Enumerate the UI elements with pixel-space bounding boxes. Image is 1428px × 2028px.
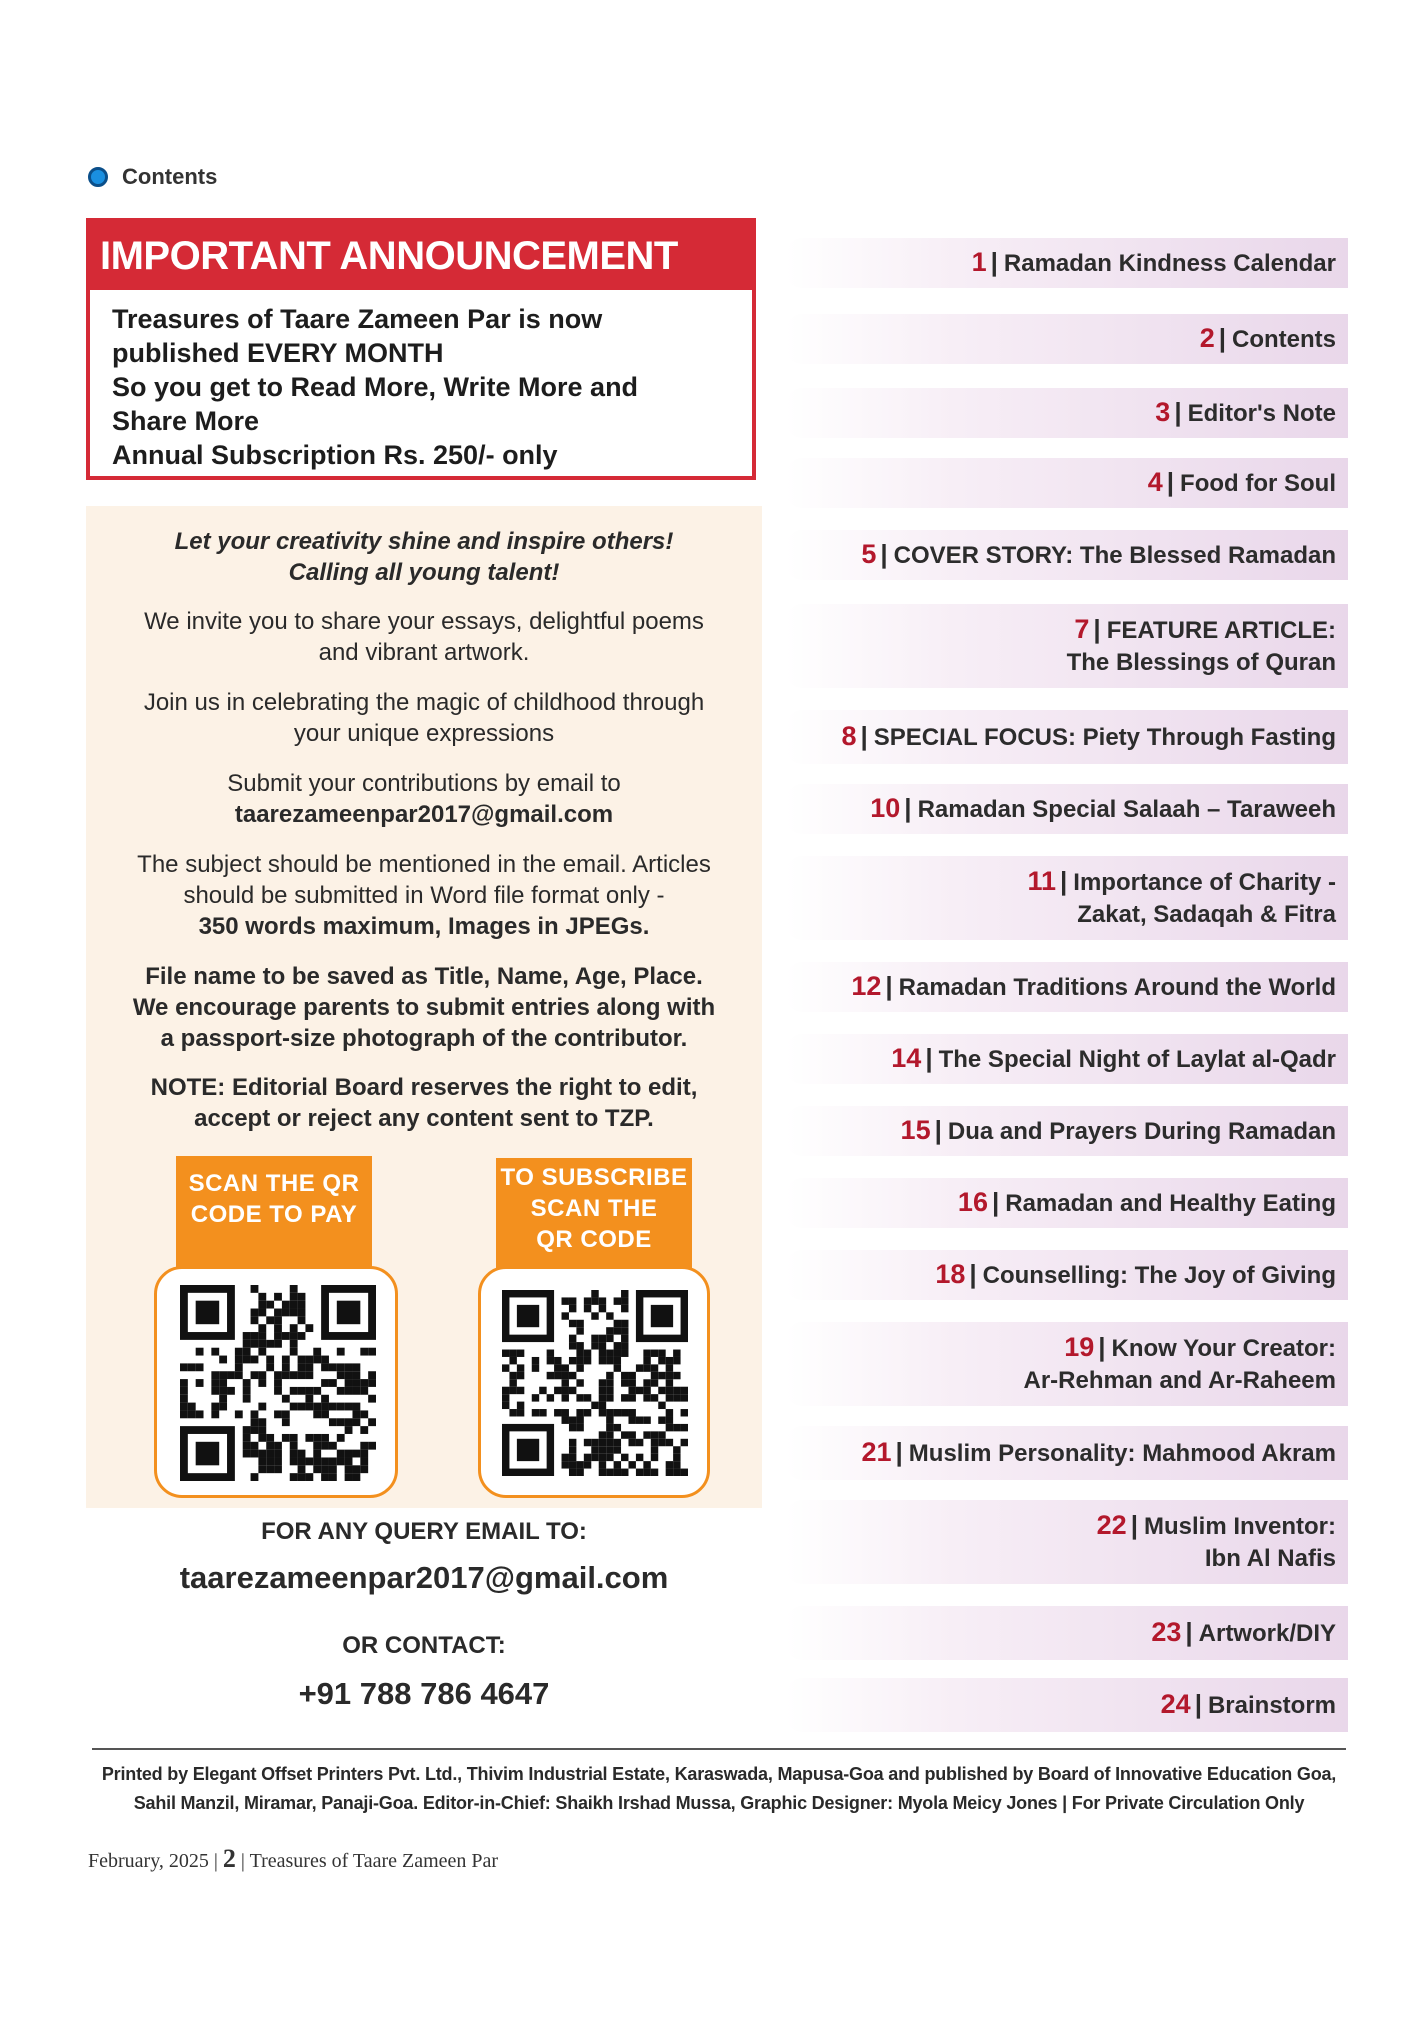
contents-title: Know Your Creator: [1111,1335,1336,1362]
contents-item[interactable]: 7 | FEATURE ARTICLE: The Blessings of Quran [786,604,1348,688]
contents-page-number: 18 [935,1259,966,1289]
query-email-link[interactable]: taarezameenpar2017@gmail.com [179,1560,669,1595]
contents-title: COVER STORY: The Blessed Ramadan [893,542,1336,569]
announcement-title: IMPORTANT ANNOUNCEMENT [90,222,752,290]
file-line-2: We encourage parents to submit entries along with [132,994,716,1021]
announcement-body [90,290,752,472]
contents-page-number: 22 [1096,1510,1127,1540]
contents-title: Counselling: The Joy of Giving [982,1262,1336,1289]
invite-line-2: and vibrant artwork. [318,639,530,666]
announcement-line: Annual Subscription Rs. 250/- only [112,440,558,470]
contents-title-line-2: Ibn Al Nafis [1204,1545,1336,1572]
contents-title: Importance of Charity - [1073,869,1336,896]
contents-page-number: 23 [1151,1617,1182,1647]
contents-item[interactable]: 5 | COVER STORY: The Blessed Ramadan [786,530,1348,580]
tagline-line-2: Calling all young talent! [288,559,560,586]
contents-title: Food for Soul [1180,470,1336,497]
contents-title-line-2: The Blessings of Quran [1066,649,1336,676]
contents-page-number: 1 [971,247,987,277]
contents-page-number: 7 [1074,614,1090,644]
contents-title: Dua and Prayers During Ramadan [947,1118,1336,1145]
contents-title: Contents [1232,326,1336,353]
qr-subscribe-frame [478,1266,710,1498]
contents-item[interactable]: 10 | Ramadan Special Salaah – Taraweeh [786,784,1348,834]
qr-pay-frame [154,1266,398,1498]
join-line-2: your unique expressions [293,720,555,747]
file-text [86,961,762,1054]
tagline [86,526,762,588]
contents-title: Muslim Personality: Mahmood Akram [908,1440,1336,1467]
contents-item[interactable]: 18 | Counselling: The Joy of Giving [786,1250,1348,1300]
contents-title: Ramadan Traditions Around the World [898,974,1336,1001]
contents-page-number: 11 [1027,866,1057,896]
contents-page-number: 21 [861,1437,892,1467]
contents-item[interactable]: 2 | Contents [786,314,1348,364]
qr-pay-label-line-2: CODE TO PAY [190,1201,358,1228]
contents-item[interactable]: 3 | Editor's Note [786,388,1348,438]
contents-title: Ramadan and Healthy Eating [1005,1190,1336,1217]
contents-title: Ramadan Kindness Calendar [1003,250,1336,277]
contents-page-number: 14 [891,1043,922,1073]
qr-subscribe-label [496,1158,692,1278]
contents-item[interactable]: 4 | Food for Soul [786,458,1348,508]
submit-email-link[interactable]: taarezameenpar2017@gmail.com [234,801,614,828]
footer-line-1: Printed by Elegant Offset Printers Pvt. Ltd., Thivim Industrial Estate, Karaswada, Mapusa-Goa and published by Board of Innovative Education Goa, [101,1764,1337,1784]
contents-item[interactable]: 14 | The Special Night of Laylat al-Qadr [786,1034,1348,1084]
subject-line-3: 350 words maximum, Images in JPEGs. [198,913,650,940]
contents-page-number: 16 [957,1187,988,1217]
file-line-3: a passport-size photograph of the contributor. [160,1025,688,1052]
contents-title-line-2: Zakat, Sadaqah & Fitra [1077,901,1336,928]
contents-page-number: 10 [870,793,901,823]
contents-item[interactable]: 24 | Brainstorm [786,1678,1348,1732]
contents-page-number: 24 [1160,1689,1191,1719]
contents-title-line-2: Ar-Rehman and Ar-Raheem [1023,1367,1336,1394]
contents-item[interactable]: 1 | Ramadan Kindness Calendar [786,238,1348,288]
footer-publication: Treasures of Taare Zameen Par [249,1850,499,1872]
contents-title: Artwork/DIY [1198,1620,1336,1647]
footer-page-number: 2 [222,1844,236,1873]
contents-item[interactable]: 22 | Muslim Inventor: Ibn Al Nafis [786,1500,1348,1584]
file-line-1: File name to be saved as Title, Name, Age, Place. [145,963,703,990]
contents-title: The Special Night of Laylat al-Qadr [938,1046,1336,1073]
invite-text [86,606,762,668]
contents-item[interactable]: 23 | Artwork/DIY [786,1606,1348,1660]
contents-item[interactable]: 16 | Ramadan and Healthy Eating [786,1178,1348,1228]
contents-item[interactable]: 12 | Ramadan Traditions Around the World [786,962,1348,1012]
announcement-line: Share More [112,406,260,436]
subject-line-1: The subject should be mentioned in the email. Articles [137,851,711,878]
announcement-box [86,218,756,480]
announcement-line: published EVERY MONTH [112,338,444,368]
contents-page-number: 5 [861,539,877,569]
contents-item[interactable]: 11 | Importance of Charity - Zakat, Sadaqah & Fitra [786,856,1348,940]
contents-page-number: 2 [1199,323,1215,353]
announcement-line: Treasures of Taare Zameen Par is now [112,304,603,334]
page-footer: February, 2025 | 2 | Treasures of Taare Zameen Par [88,1844,499,1873]
footer-divider [92,1748,1346,1750]
contents-title: FEATURE ARTICLE: [1106,617,1336,644]
section-label: Contents [122,164,218,189]
tagline-line-1: Let your creativity shine and inspire others! [174,528,674,555]
submit-text [86,768,762,830]
section-header [88,164,217,190]
subject-text [86,849,762,942]
contents-title: Muslim Inventor: [1143,1513,1336,1540]
qr-subscribe-code-icon[interactable] [502,1285,688,1481]
contact-phone: +91 788 786 4647 [298,1676,550,1711]
subject-line-2: should be submitted in Word file format only - [183,882,665,909]
contents-item[interactable]: 8 | SPECIAL FOCUS: Piety Through Fasting [786,710,1348,764]
contents-item[interactable]: 21 | Muslim Personality: Mahmood Akram [786,1426,1348,1480]
note-text [86,1072,762,1134]
contents-item[interactable]: 19 | Know Your Creator: Ar-Rehman and Ar-Raheem [786,1322,1348,1406]
qr-pay-code-icon[interactable] [178,1285,378,1481]
contents-item[interactable]: 15 | Dua and Prayers During Ramadan [786,1106,1348,1156]
or-contact-heading: OR CONTACT: [342,1632,506,1659]
note-line-1: NOTE: Editorial Board reserves the right to edit, [150,1074,698,1101]
submission-box [86,506,762,1508]
join-text [86,687,762,749]
qr-subscribe-label-line-3: QR CODE [536,1226,652,1253]
contents-title: Brainstorm [1207,1692,1336,1719]
submit-line: Submit your contributions by email to [227,770,621,797]
qr-pay-label [176,1156,372,1274]
contents-title: Editor's Note [1187,400,1336,427]
contents-page-number: 4 [1147,467,1163,497]
qr-subscribe-label-line-1: TO SUBSCRIBE [500,1164,688,1191]
query-heading: FOR ANY QUERY EMAIL TO: [261,1518,587,1545]
invite-line-1: We invite you to share your essays, delightful poems [144,608,704,635]
footer-date: February, 2025 [88,1850,209,1872]
contents-page-number: 12 [851,971,882,1001]
contents-page-number: 8 [841,721,857,751]
announcement-line: So you get to Read More, Write More and [112,372,639,402]
contents-title: SPECIAL FOCUS: Piety Through Fasting [873,724,1336,751]
note-line-2: accept or reject any content sent to TZP. [194,1105,654,1132]
contents-page-number: 3 [1155,397,1171,427]
contents-title: Ramadan Special Salaah – Taraweeh [917,796,1336,823]
join-line-1: Join us in celebrating the magic of childhood through [143,689,705,716]
contents-page-number: 19 [1064,1332,1095,1362]
qr-subscribe-label-line-2: SCAN THE [530,1195,658,1222]
footer-imprint [86,1760,1352,1818]
footer-line-2: Sahil Manzil, Miramar, Panaji-Goa. Editor-in-Chief: Shaikh Irshad Mussa, Graphic Designer: Myola Meicy Jones | For Private Circulation Only [133,1793,1305,1813]
qr-pay-label-line-1: SCAN THE QR [188,1170,360,1197]
contents-page-number: 15 [900,1115,931,1145]
bullet-dot-icon [88,167,108,187]
